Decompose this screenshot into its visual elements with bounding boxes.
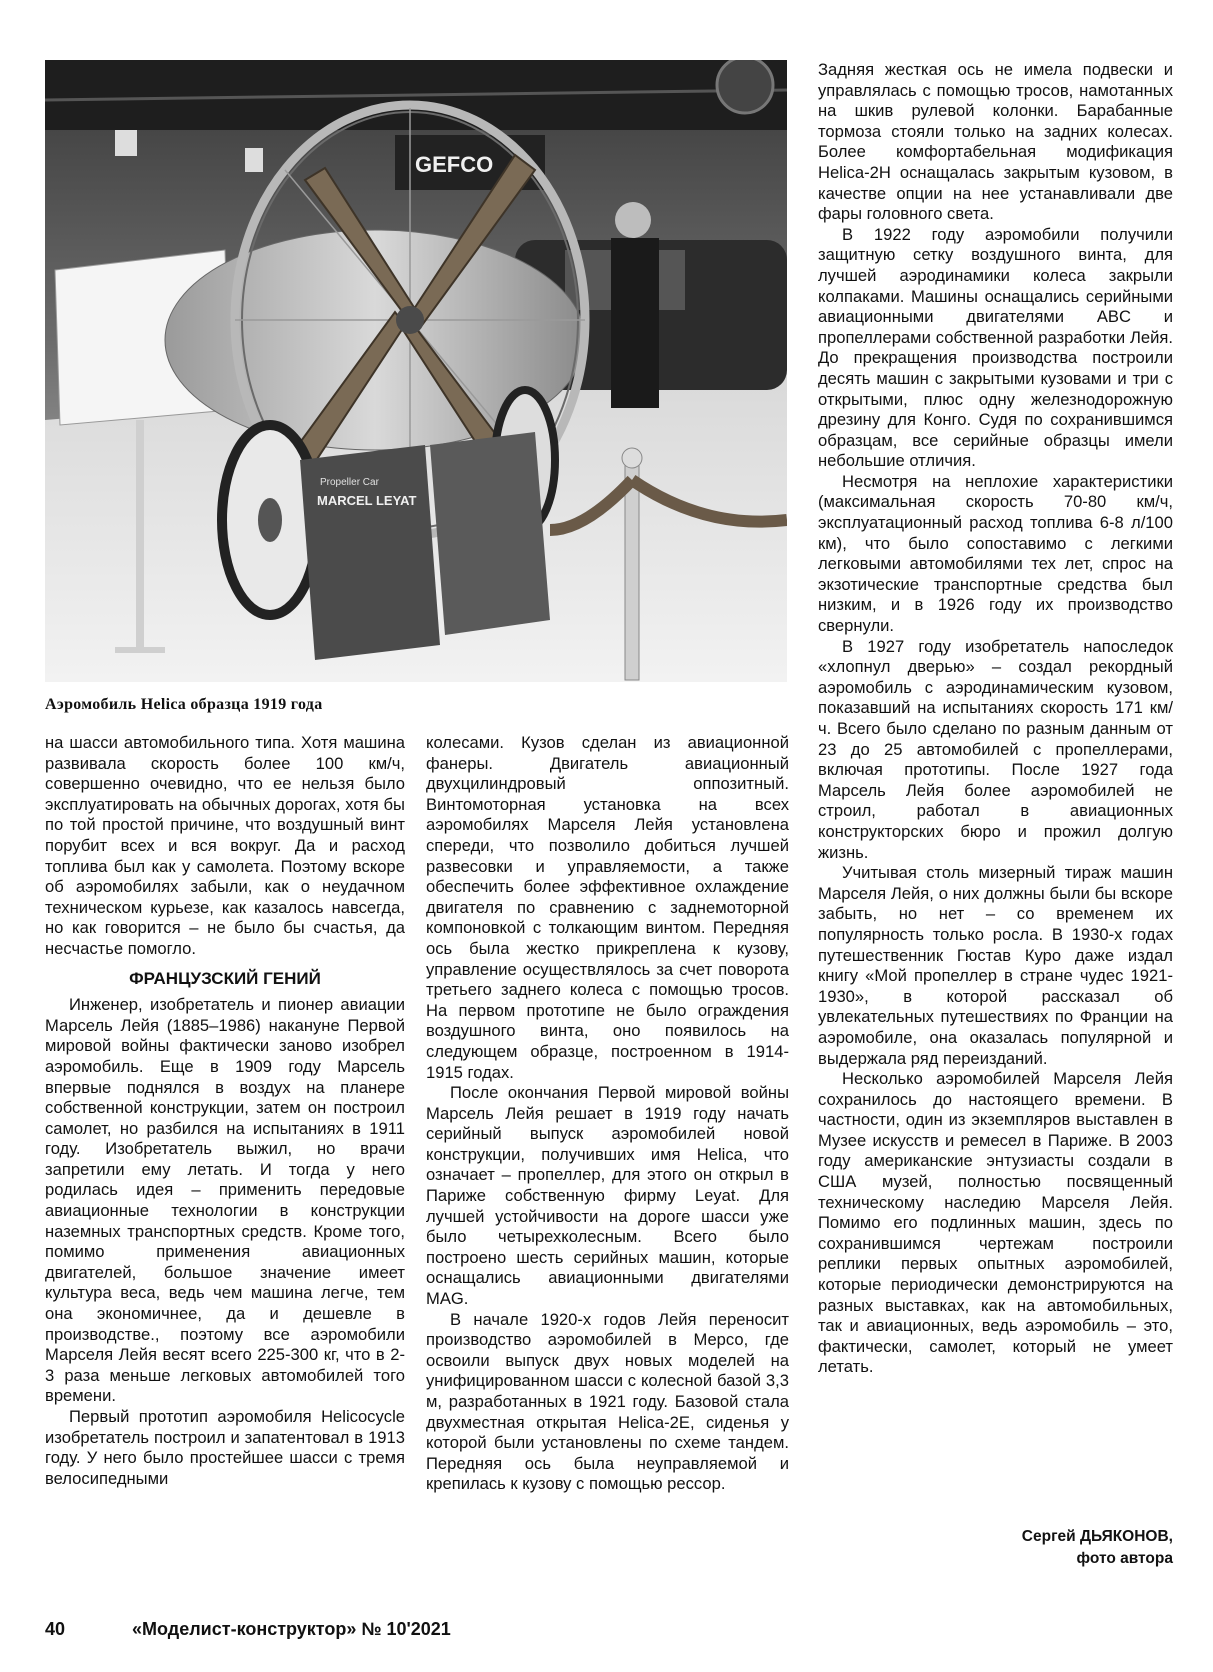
paragraph: В 1922 году аэромобили получили защитную сетку воздушного винта, для лучшей аэродинамики колеса закрыли колпаками. Машины оснащались серийными авиационными двигателями ABC и пропеллерами собственной разработки Лейя. До прекращения производства построили десять машин с закрытыми кузовами и три с открытыми, плюс одну железнодорожную дрезину для Конго. Судя по сохранившимся образцам, все серийные образцы имели небольшие отличия. <box>818 224 1173 471</box>
gefco-sign: GEFCO <box>415 152 494 177</box>
paragraph: колесами. Кузов сделан из авиационной фанеры. Двигатель авиационный двухцилиндровый оппозитный. Винтомоторная установка на всех аэромобилях Марселя Лейя установлена спереди, что позволило добиться лучшей развесовки и управляемости, а также обеспечить более эффективное охлаждение двигателя по сравнению с заднемоторной компоновкой с толкающим винтом. Передняя ось была жестко прикреплена к кузову, управление осуществлялось за счет поворота третьего заднего колеса с помощью тросов. На первом прототипе не было ограждения воздушного винта, оно появилось на следующем образце, построенном в 1914-1915 годах. <box>426 733 789 1082</box>
photo-credit: фото автора <box>1076 1550 1173 1567</box>
column-right <box>818 60 1173 1378</box>
plaque-line2: MARCEL LEYAT <box>317 493 417 508</box>
column-middle <box>426 733 789 1495</box>
paragraph: Учитывая столь мизерный тираж машин Марселя Лейя, о них должны были бы вскоре забыть, но нет – со временем их популярность только росла. В 1930-х годах путешественник Гюстав Куро даже издал книгу «Мой пропеллер в стране чудес 1921-1930», в которой рассказал об увлекательных путешествиях по Франции на аэромобиле, она оказалась популярной и выдержала ряд переизданий. <box>818 863 1173 1068</box>
plaque-line1: Propeller Car <box>320 477 379 488</box>
paragraph: В 1927 году изобретатель напоследок «хлопнул дверью» – создал рекордный аэромобиль с аэродинамическим кузовом, показавший на испытаниях скорость 171 км/ч. Всего было сделано по разным данным от 23 до 25 автомобилей с пропеллерами, включая прототипы. После 1927 года Марсель Лейя более аэромобилей не строил, работал в авиационных конструкторских бюро и прожил долгую жизнь. <box>818 636 1173 862</box>
column-left <box>45 733 405 1489</box>
author-signature <box>1022 1526 1173 1570</box>
article-photo <box>45 60 787 682</box>
section-heading: ФРАНЦУЗСКИЙ ГЕНИЙ <box>129 968 321 988</box>
journal-title: «Моделист-конструктор» № 10'2021 <box>132 1619 451 1639</box>
author-name: Сергей ДЬЯКОНОВ, <box>1021 1528 1173 1545</box>
paragraph: Первый прототип аэромобиля Helicocycle изобретатель построил и запатентовал в 1913 году. У него было простейшее шасси с тремя велосипедными <box>45 1407 405 1488</box>
page-number: 40 <box>45 1619 66 1639</box>
page-footer <box>45 1619 451 1640</box>
paragraph: Задняя жесткая ось не имела подвески и управлялась с помощью тросов, намотанных на шкив рулевой колонки. Барабанные тормоза стояли только на задних колесах. Более комфортабельная модификация Helica-2H оснащалась закрытым кузовом, в качестве опции на нее устанавливали две фары головного света. <box>818 60 1173 224</box>
paragraph: В начале 1920-х годов Лейя переносит производство аэромобилей в Мерсо, где освоили выпуск двух новых моделей на унифицированном шасси с колесной базой 3,3 м, разработанных в 1921 году. Базовой стала двухместная открытая Helica-2E, сиденья у которой были установлены по схеме тандем. Передняя ось была неуправляемой и крепилась к кузову с помощью рессор. <box>426 1309 789 1494</box>
paragraph: Несколько аэромобилей Марселя Лейя сохранилось до настоящего времени. В частности, один из экземпляров выставлен в Музее искусств и ремесел в Париже. В 2003 году американские энтузиасты создали в США музей, полностью посвященный техническому наследию Марселя Лейя. Помимо его подлинных машин, здесь по сохранившимся чертежам построили реплики первых опытных аэромобилей, которые периодически демонстрируются на разных выставках, как на автомобильных, так и авиационных, ведь аэромобиль – это, фактически, самолет, который не умеет летать. <box>818 1069 1173 1377</box>
aeromobile-photo-illustration <box>45 60 787 682</box>
paragraph: После окончания Первой мировой войны Марсель Лейя решает в 1919 году начать серийный выпуск аэромобилей новой конструкции, получивших имя Helica, что означает – пропеллер, для этого он открыл в Париже собственную фирму Leyat. Для лучшей устойчивости на дороге шасси уже было четырехколесным. Всего было построено шесть серийных машин, которые оснащались авиационными двигателями MAG. <box>426 1083 789 1309</box>
photo-caption: Аэромобиль Helica образца 1919 года <box>45 696 323 713</box>
paragraph: Несмотря на неплохие характеристики (максимальная скорость 70-80 км/ч, эксплуатационный расход топлива 6-8 л/100 км), что было сопоставимо с легкими легковыми автомобилями тех лет, спрос на экзотические транспортные средства был низким, и в 1926 году их производство свернули. <box>818 471 1173 636</box>
paragraph: Инженер, изобретатель и пионер авиации Марсель Лейя (1885–1986) накануне Первой мировой войны фактически заново изобрел аэромобиль. Еще в 1909 году Марсель впервые поднялся в воздух на планере собственной конструкции, затем он построил самолет, но разбился на испытаниях в 1911 году. Изобретатель выжил, но врачи запретили ему летать. И тогда у него родилась идея – применить передовые авиационные технологии в конструкции наземных транспортных средств. Кроме того, помимо применения авиационных двигателей, большое значение имеет культура веса, ведь чем машина легче, тем она экономичнее, да и дешевле в производстве., поэтому все аэромобили Марселя Лейя весят всего 225-300 кг, что в 2-3 раза меньше легковых автомобилей того времени. <box>45 995 405 1406</box>
paragraph: на шасси автомобильного типа. Хотя машина развивала скорость более 100 км/ч, совершенно очевидно, что ее нельзя было эксплуатировать на обычных дорогах, хотя бы по той простой причине, что воздушный винт порубит всех и вся вокруг. Да и расход топлива был как у самолета. Поэтому вскоре об аэромобилях забыли, как о неудачном техническом курьезе, как казалось навсегда, но как говорится – не было бы счастья, да несчастье помогло. <box>45 733 405 958</box>
